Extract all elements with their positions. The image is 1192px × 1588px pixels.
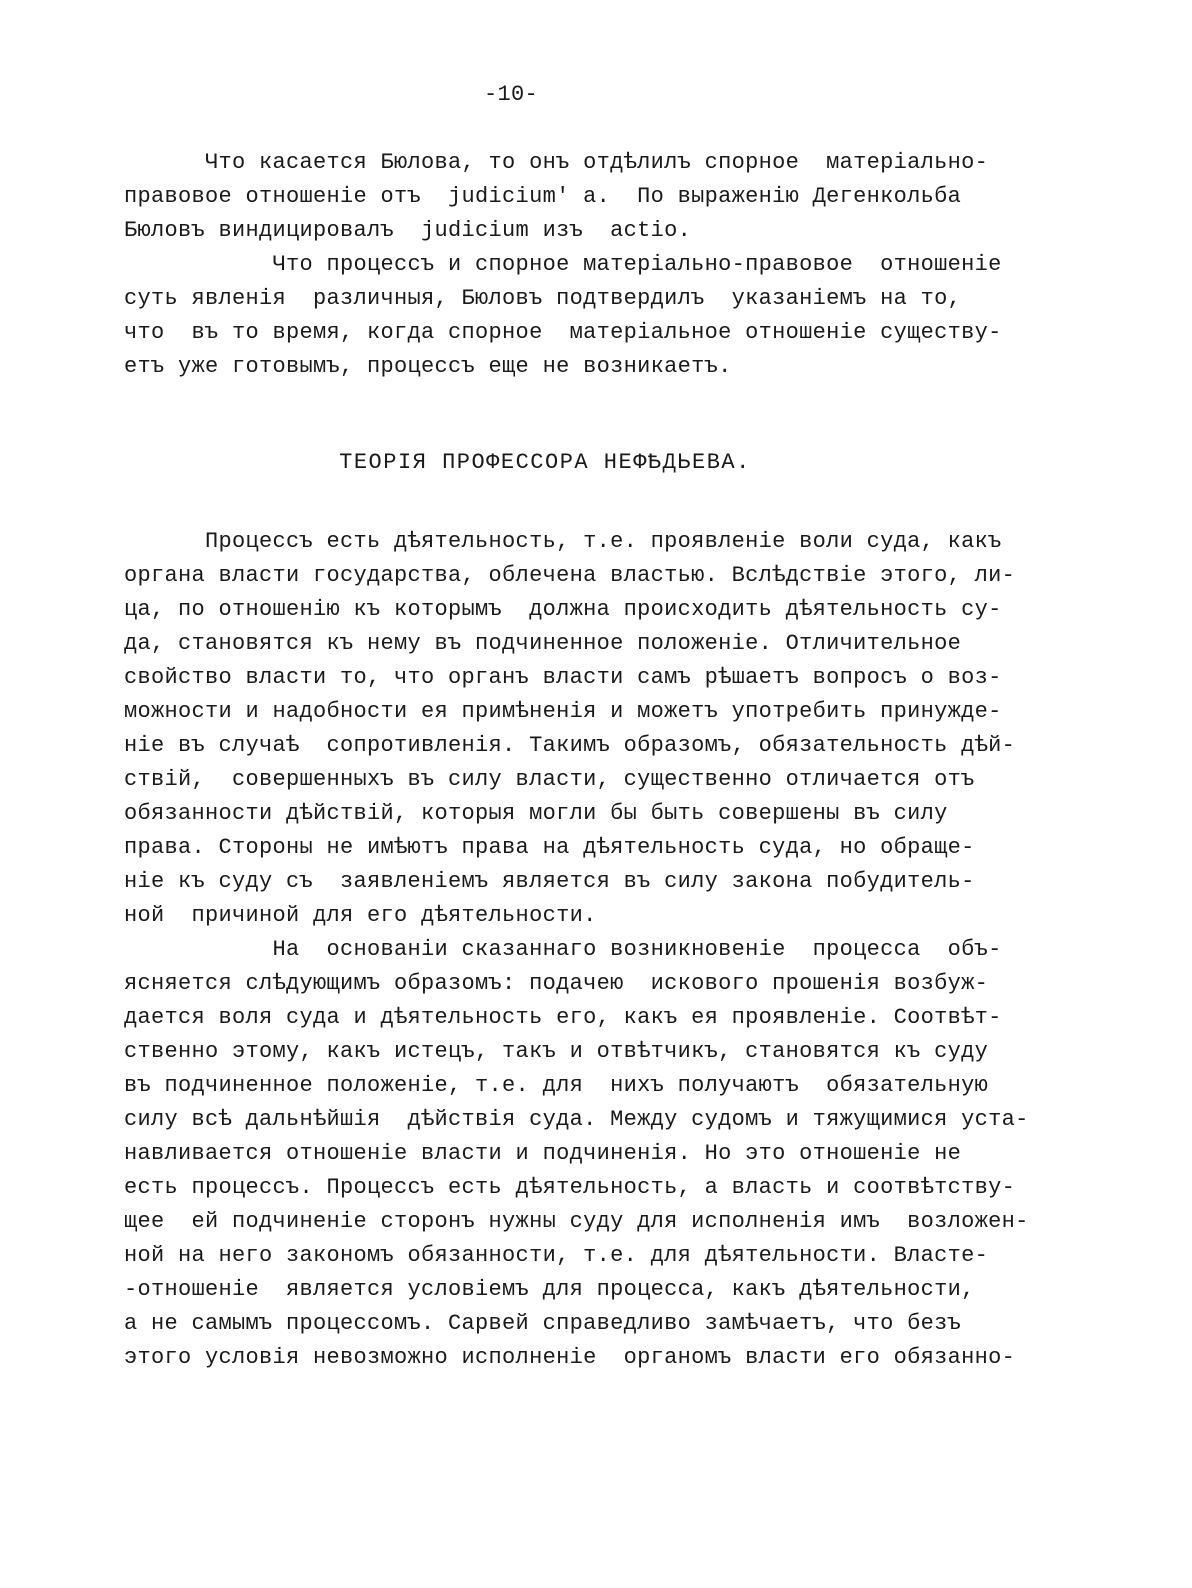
text-line: ной на него закономъ обязанности, т.е. для дѣятельности. Власте-: [124, 1243, 989, 1268]
text-line: есть процессъ. Процессъ есть дѣятельность, а власть и соотвѣтству-: [124, 1175, 1016, 1200]
text-line: Что касается Бюлова, то онъ отдѣлилъ спорное матеріально-: [124, 150, 989, 175]
text-line: что въ то время, когда спорное матеріальное отношеніе существу-: [124, 320, 1002, 345]
text-line: ца, по отношенію къ которымъ должна происходить дѣятельность су-: [124, 597, 1002, 622]
text-line: Что процессъ и спорное матеріально-правовое отношеніе: [124, 252, 1002, 277]
intro-paragraphs: [124, 146, 1064, 384]
text-line: Бюловъ виндицировалъ judicium изъ actio.: [124, 218, 692, 243]
text-line: щее ей подчиненіе сторонъ нужны суду для исполненія имъ возложен-: [124, 1209, 1029, 1234]
text-line: навливается отношеніе власти и подчиненія. Но это отношеніе не: [124, 1141, 962, 1166]
text-line: органа власти государства, облечена властью. Вслѣдствіе этого, ли-: [124, 563, 1016, 588]
page-number: -10-: [483, 82, 538, 107]
text-line: ніе въ случаѣ сопротивленія. Такимъ образомъ, обязательность дѣй-: [124, 733, 1016, 758]
text-line: обязанности дѣйствій, которыя могли бы быть совершены въ силу: [124, 801, 948, 826]
text-line: этого условія невозможно исполненіе органомъ власти его обязанно-: [124, 1345, 1016, 1370]
text-line: суть явленія различныя, Бюловъ подтвердилъ указаніемъ на то,: [124, 286, 962, 311]
text-line: свойство власти то, что органъ власти самъ рѣшаетъ вопросъ о воз-: [124, 665, 1002, 690]
text-line: права. Стороны не имѣютъ права на дѣятельность суда, но обраще-: [124, 835, 975, 860]
text-line: -отношеніе является условіемъ для процесса, какъ дѣятельности,: [124, 1277, 975, 1302]
text-line: а не самымъ процессомъ. Сарвей справедливо замѣчаетъ, что безъ: [124, 1311, 962, 1336]
text-line: етъ уже готовымъ, процессъ еще не возникаетъ.: [124, 354, 732, 379]
text-line: силу всѣ дальнѣйшія дѣйствія суда. Между судомъ и тяжущимися уста-: [124, 1107, 1029, 1132]
text-line: ственно этому, какъ истецъ, такъ и отвѣтчикъ, становятся къ суду: [124, 1039, 989, 1064]
text-line: ніе къ суду съ заявленіемъ является въ силу закона побудитель-: [124, 869, 975, 894]
text-line: На основаніи сказаннаго возникновеніе процесса объ-: [124, 937, 1002, 962]
body-paragraphs: [124, 525, 1064, 1375]
text-line: ясняется слѣдующимъ образомъ: подачею искового прошенія возбуж-: [124, 971, 989, 996]
section-heading: ТЕОРІЯ ПРОФЕССОРА НЕФѢДЬЕВА.: [339, 450, 751, 475]
text-line: да, становятся къ нему въ подчиненное положеніе. Отличительное: [124, 631, 962, 656]
text-line: ной причиной для его дѣятельности.: [124, 903, 597, 928]
text-line: можности и надобности ея примѣненія и можетъ употребить принужде-: [124, 699, 1002, 724]
text-line: дается воля суда и дѣятельность его, какъ ея проявленіе. Соотвѣт-: [124, 1005, 1002, 1030]
text-line: ствій, совершенныхъ въ силу власти, существенно отличается отъ: [124, 767, 975, 792]
text-line: въ подчиненное положеніе, т.е. для нихъ получаютъ обязательную: [124, 1073, 989, 1098]
text-line: Процессъ есть дѣятельность, т.е. проявленіе воли суда, какъ: [124, 529, 1002, 554]
text-line: правовое отношеніе отъ judicium' а. По выраженію Дегенкольба: [124, 184, 962, 209]
